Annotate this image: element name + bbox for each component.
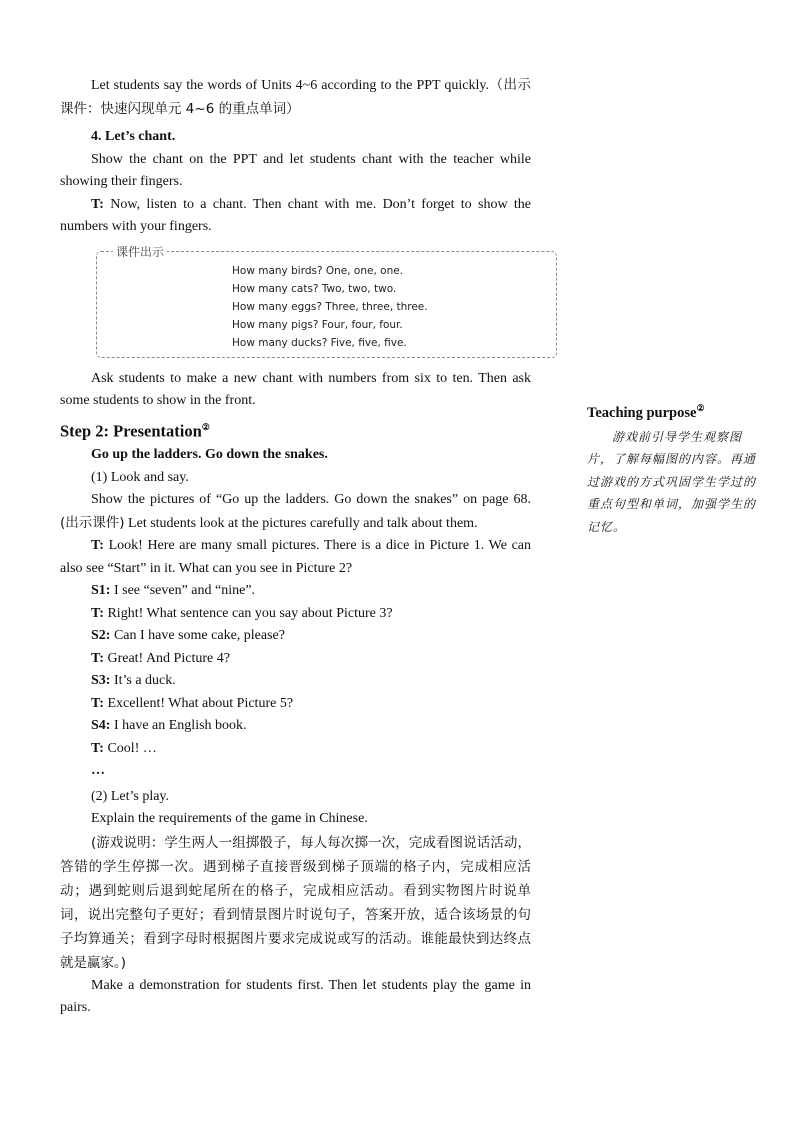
- chant-line: How many cats? Two, two, two.: [232, 282, 397, 295]
- dialogue-line: T: Cool! …: [91, 740, 157, 756]
- dialogue-line: T: Right! What sentence can you say about Picture 3?: [91, 605, 393, 621]
- courseware-label: 课件出示: [113, 243, 167, 260]
- dialogue-line: S1: I see “seven” and “nine”.: [91, 583, 256, 598]
- intro-cn-note: （出示课件：快速闪现单元 4~6 的重点单词）: [60, 77, 532, 117]
- look-instruction: Show the pictures of “Go up the ladders. Go down the snakes” on page 68. (出示课件) Let students look at the pictures carefully and talk about them.: [60, 492, 531, 531]
- step2-subtitle: Go up the ladders. Go down the snakes.: [91, 447, 328, 462]
- lesson-main-column: [60, 74, 531, 1020]
- look-heading: (1) Look and say.: [91, 469, 189, 485]
- play-explain: Explain the requirements of the game in Chinese.: [91, 811, 368, 826]
- chant-lines: [232, 262, 428, 352]
- play-demo: Make a demonstration for students first. Then let students play the game in pairs.: [60, 977, 531, 1015]
- dialogue-line: T: Look! Here are many small pictures. There is a dice in Picture 1. We can also see “Start” in it. What can you see in Picture 2?: [60, 538, 531, 576]
- dialogue-line: T: Excellent! What about Picture 5?: [91, 695, 294, 711]
- play-heading: (2) Let’s play.: [91, 788, 170, 804]
- game-rules-cn: (游戏说明：学生两人一组掷骰子，每人每次掷一次，完成看图说话活动，答错的学生停掷一次。遇到梯子直接晋级到梯子顶端的格子内，完成相应活动；遇到蛇则后退到蛇尾所在的格子，完成相应活动。看到实物图片时说单词，说出完整句子更好；看到情景图片时说句子，答案开放，适合该场景的句子均算通关；看到字母时根据图片要求完成说或写的活动。谁能最快到达终点就是赢家。): [60, 834, 531, 971]
- dialogue-line: S3: It’s a duck.: [91, 673, 176, 688]
- chant-heading: 4. Let’s chant.: [91, 129, 176, 144]
- chant-line: How many birds? One, one, one.: [232, 264, 404, 277]
- chant-line: How many ducks? Five, five, five.: [232, 336, 407, 349]
- dialogue-line: T: Great! And Picture 4?: [91, 650, 230, 666]
- courseware-box: [96, 244, 557, 358]
- chant-instruction: Show the chant on the PPT and let students chant with the teacher while showing their fingers.: [60, 151, 531, 189]
- teacher-chant-prompt: T: Now, listen to a chant. Then chant with me. Don’t forget to show the numbers with your fingers.: [60, 196, 531, 234]
- dialogue-line: S2: Can I have some cake, please?: [91, 628, 285, 643]
- step2-title: Step 2: Presentation②: [60, 421, 210, 440]
- teaching-purpose-title: Teaching purpose②: [587, 403, 705, 421]
- teaching-purpose-body: 游戏前引导学生观察图片，了解每幅图的内容。再通过游戏的方式巩固学生学过的重点句型和单词，加强学生的记忆。: [587, 429, 757, 534]
- chant-line: How many pigs? Four, four, four.: [232, 318, 403, 331]
- intro-paragraph: Let students say the words of Units 4~6 according to the PPT quickly.（出示课件：快速闪现单元 4~6 的重点单词）: [60, 77, 532, 117]
- dialogue-line: S4: I have an English book.: [91, 718, 247, 733]
- chant-line: How many eggs? Three, three, three.: [232, 300, 428, 313]
- chant-followup: Ask students to make a new chant with numbers from six to ten. Then ask some students to show in the front.: [60, 370, 531, 408]
- teaching-purpose-sidebar: [587, 403, 759, 538]
- dialogue-ellipsis: …: [91, 763, 105, 778]
